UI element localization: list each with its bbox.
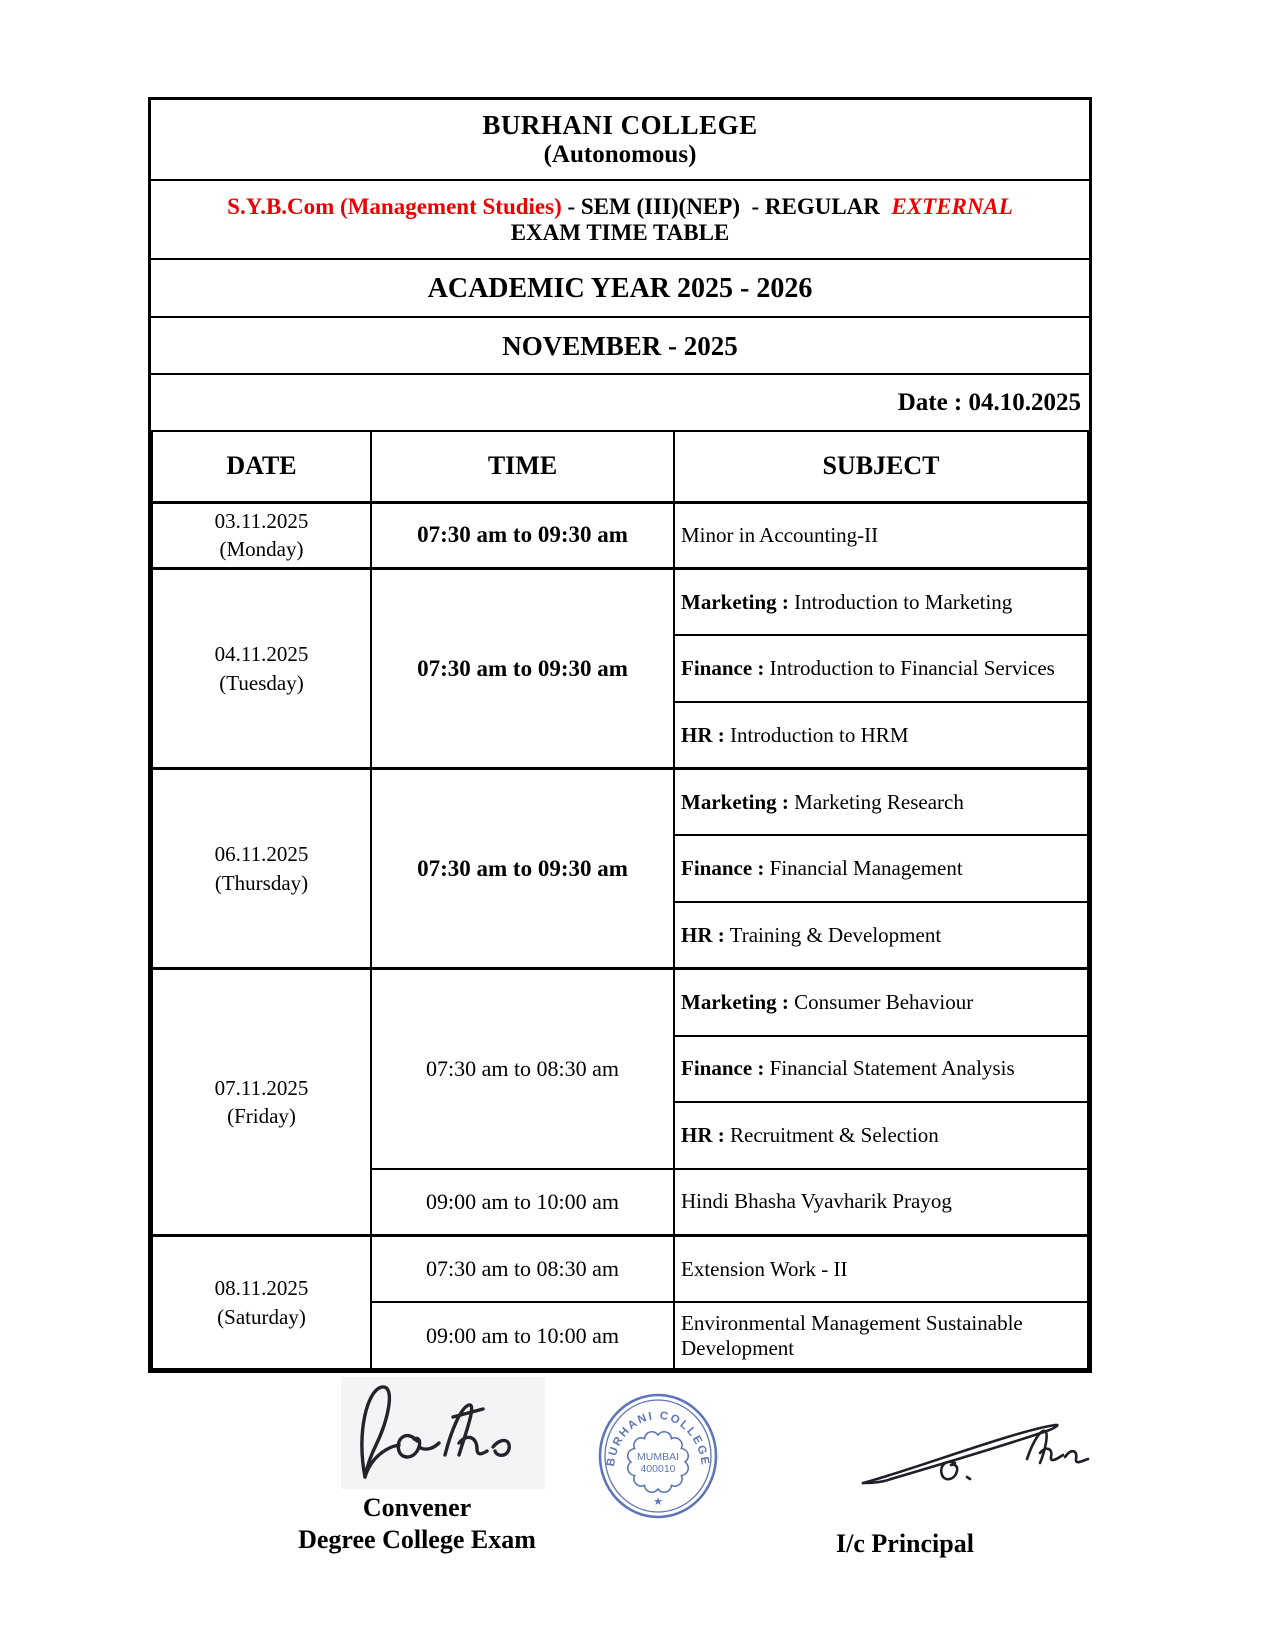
subject-prefix: Finance : [681, 1056, 765, 1081]
stamp-top-text: BURHANI COLLEGE [605, 1409, 711, 1468]
table-row [152, 769, 1088, 836]
college-name: BURHANI COLLEGE [482, 110, 758, 140]
issue-date: Date : 04.10.2025 [897, 389, 1081, 416]
subject-cell [674, 1169, 1088, 1236]
date-cell [152, 1236, 371, 1369]
stamp-pincode: 400010 [640, 1463, 676, 1475]
principal-signature [855, 1415, 1095, 1495]
subject-text: Introduction to Financial Services [764, 656, 1055, 681]
subject-text: Consumer Behaviour [788, 989, 974, 1014]
subject-text: Marketing Research [788, 789, 964, 814]
subject-text: Training & Development [724, 922, 942, 947]
subject-cell [674, 1102, 1088, 1169]
subject-text: Hindi Bhasha Vyavharik Prayog [681, 1189, 952, 1214]
date-value: 04.11.2025 [214, 642, 309, 667]
autonomous-label: (Autonomous) [543, 141, 697, 168]
subject-text: Environmental Management Sustainable Development [681, 1310, 1023, 1360]
subject-prefix: Finance : [681, 656, 765, 681]
subject-prefix: Finance : [681, 856, 765, 881]
subject-cell [674, 569, 1088, 636]
subject-text: Financial Management [764, 856, 963, 881]
date-value: 06.11.2025 [214, 842, 309, 867]
day-value: (Friday) [227, 1104, 296, 1129]
table-row [152, 502, 1088, 569]
academic-year: ACADEMIC YEAR 2025 - 2026 [151, 260, 1089, 318]
date-cell [152, 769, 371, 969]
day-value: (Saturday) [217, 1304, 306, 1329]
subject-prefix: Marketing : [681, 589, 789, 614]
col-header-subject: SUBJECT [674, 431, 1088, 502]
subject-text: Extension Work - II [681, 1256, 848, 1281]
subject-cell [674, 1036, 1088, 1103]
day-value: (Tuesday) [219, 670, 304, 695]
time-cell: 07:30 am to 09:30 am [371, 769, 674, 969]
convener-label [287, 1492, 547, 1555]
date-cell [152, 569, 371, 769]
stamp-icon [596, 1392, 720, 1520]
day-value: (Thursday) [214, 870, 309, 895]
stamp-star-icon: ★ [653, 1496, 663, 1508]
col-header-date: DATE [152, 431, 371, 502]
time-cell: 09:00 am to 10:00 am [371, 1169, 674, 1236]
convener-subtitle: Degree College Exam [298, 1524, 536, 1554]
program-header [151, 181, 1089, 260]
college-header [151, 100, 1089, 181]
principal-label: I/c Principal [836, 1529, 974, 1558]
subject-text: Recruitment & Selection [724, 1123, 939, 1148]
timetable [151, 430, 1089, 1370]
subject-cell [674, 769, 1088, 836]
program-sem: - SEM (III)(NEP) - REGULAR [561, 193, 892, 219]
subject-text: Introduction to HRM [724, 722, 909, 747]
date-value: 07.11.2025 [214, 1075, 309, 1100]
college-stamp [596, 1392, 720, 1520]
subject-cell [674, 1302, 1088, 1369]
day-value: (Monday) [219, 537, 304, 562]
stamp-city: MUMBAI [637, 1451, 679, 1463]
subject-prefix: HR : [681, 722, 725, 747]
subject-cell [674, 1236, 1088, 1303]
col-header-time: TIME [371, 431, 674, 502]
exam-title: EXAM TIME TABLE [510, 219, 730, 245]
program-line [151, 194, 1089, 220]
subject-prefix: HR : [681, 1123, 725, 1148]
subject-cell [674, 702, 1088, 769]
table-row [152, 969, 1088, 1036]
subject-cell [674, 902, 1088, 969]
principal-signature-icon [855, 1415, 1095, 1495]
subject-cell [674, 635, 1088, 702]
date-value: 03.11.2025 [214, 509, 309, 533]
subject-cell [674, 502, 1088, 569]
date-cell [152, 502, 371, 569]
subject-prefix: Marketing : [681, 989, 789, 1014]
subject-cell [674, 969, 1088, 1036]
subject-text: Minor in Accounting-II [681, 522, 879, 547]
table-row [152, 1236, 1088, 1303]
convener-title: Convener [362, 1493, 472, 1522]
subject-cell [674, 835, 1088, 902]
convener-signature-icon [341, 1377, 545, 1489]
table-row [152, 569, 1088, 636]
time-cell: 07:30 am to 09:30 am [371, 502, 674, 569]
time-cell: 07:30 am to 08:30 am [371, 1236, 674, 1303]
subject-prefix: HR : [681, 922, 725, 947]
subject-text: Financial Statement Analysis [764, 1056, 1015, 1081]
subject-text: Introduction to Marketing [788, 589, 1013, 614]
time-cell: 09:00 am to 10:00 am [371, 1302, 674, 1369]
convener-signature [341, 1377, 545, 1489]
time-cell: 07:30 am to 08:30 am [371, 969, 674, 1169]
date-value: 08.11.2025 [214, 1276, 309, 1301]
date-cell [152, 969, 371, 1236]
subject-prefix: Marketing : [681, 789, 789, 814]
table-header-row [152, 431, 1088, 502]
time-cell: 07:30 am to 09:30 am [371, 569, 674, 769]
program-name: S.Y.B.Com (Management Studies) [227, 193, 562, 219]
program-external: EXTERNAL [891, 193, 1013, 219]
timetable-sheet [148, 97, 1092, 1373]
month-title: NOVEMBER - 2025 [151, 318, 1089, 375]
